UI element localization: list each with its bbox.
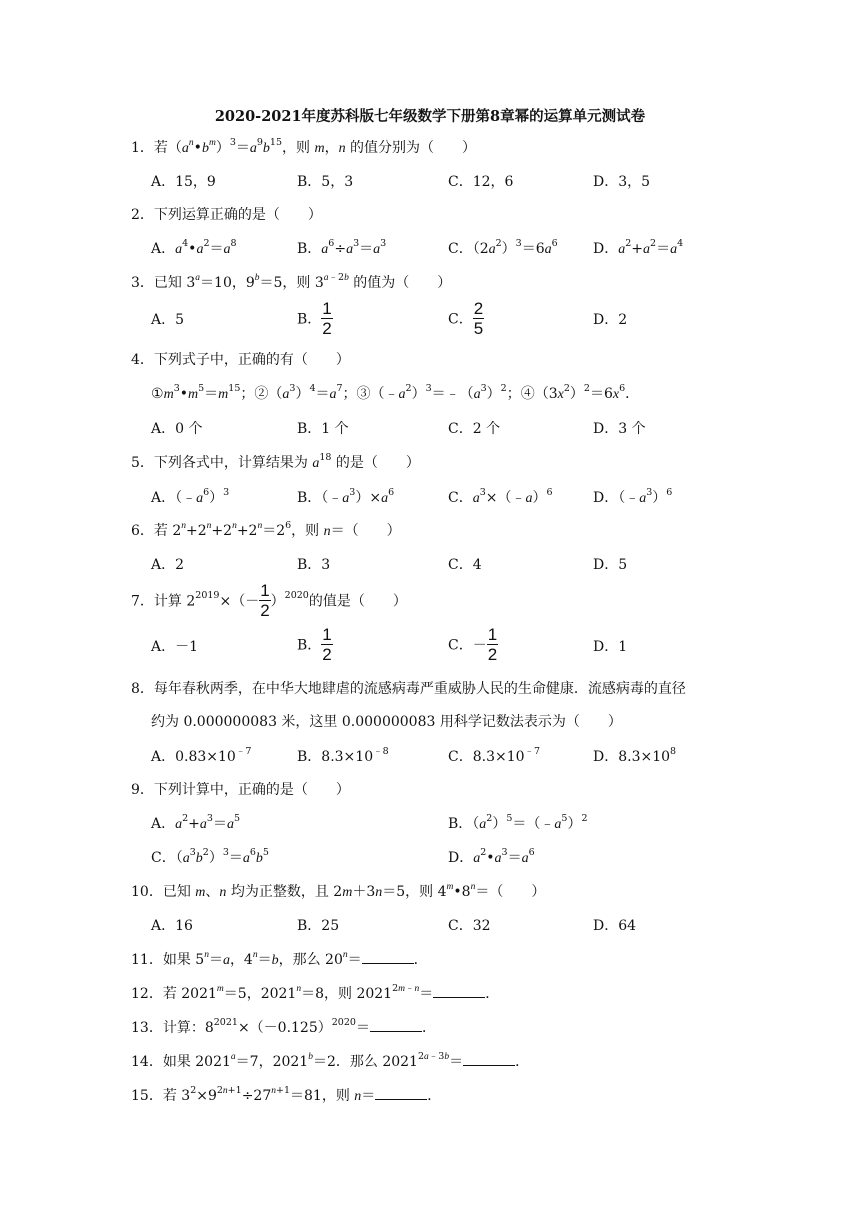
answer-blank[interactable]: [375, 1087, 427, 1100]
fraction-one-half: $\frac{1}{2}$: [322, 625, 332, 664]
q7-option-b[interactable]: B． $\frac{1}{2}$: [297, 625, 332, 664]
question-9: 9．下列计算中，正确的是（ ）: [131, 782, 350, 798]
question-14: 14．如果 $2021^a=7$，$2021^b=2$．那么 $2021^{2a﹣3b}=$ ．: [131, 1051, 530, 1070]
q5-option-b[interactable]: B．$(﹣a^3)\times a^6$: [297, 487, 395, 506]
answer-blank[interactable]: [370, 1019, 422, 1032]
question-8: 8．每年春秋两季，在中华大地肆虐的流感病毒严重威胁人民的生命健康．流感病毒的直径: [131, 681, 686, 697]
question-4: 4．下列式子中，正确的有（ ）: [131, 352, 350, 368]
q7-option-a[interactable]: A．－1: [151, 639, 199, 655]
q5-option-d[interactable]: D．$(﹣a^3)^6$: [593, 487, 673, 506]
fraction-one-half: $\frac{1}{2}$: [487, 625, 498, 664]
q7-option-d[interactable]: D．1: [593, 639, 628, 655]
q3-option-a[interactable]: A．5: [151, 312, 185, 328]
q8-option-b[interactable]: B．$8.3\times 10^{﹣8}$: [297, 746, 389, 765]
q8-option-a[interactable]: A．$0.83\times 10^{﹣7}$: [151, 746, 252, 765]
q3-option-b[interactable]: B． $\frac{1}{2}$: [297, 299, 332, 338]
q10-option-a[interactable]: A．16: [151, 918, 193, 934]
q9-option-b[interactable]: B．$(a^2)^5=(﹣a^5)^2$: [448, 813, 588, 832]
question-1: 1．若$(a^n•b^m)^3=a^9b^{15}$，则 m，n 的值分别为（ ）: [131, 137, 477, 156]
q2-option-c[interactable]: C．$(2a^2)^3=6a^6$: [448, 238, 558, 257]
question-7: 7．计算 $2^{2019}\times(-$ $\frac{1}{2}$ ）$^{2020}$的值是（ ）: [131, 581, 407, 620]
q2-option-a[interactable]: A．$a^4•a^2=a^8$: [151, 238, 237, 257]
fraction-one-half: $\frac{1}{2}$: [322, 299, 332, 338]
page-title: 2020-2021年度苏科版七年级数学下册第8章幂的运算单元测试卷: [214, 108, 646, 125]
question-11: 11．如果 $5^n=a$，$4^n=b$，那么 $20^n=$ ．: [131, 950, 428, 968]
q10-option-b[interactable]: B．25: [297, 918, 340, 934]
question-6: 6．若 $2^n+2^n+2^n+2^n=2^6$，则 n＝（ ）: [131, 520, 401, 539]
q6-option-b[interactable]: B．3: [297, 557, 331, 573]
q6-option-d[interactable]: D．5: [593, 557, 628, 573]
q1-option-a[interactable]: A．15，9: [151, 174, 216, 190]
q4-option-d[interactable]: D．3 个: [593, 421, 646, 437]
q6-option-c[interactable]: C．4: [448, 557, 482, 573]
answer-blank[interactable]: [433, 985, 485, 998]
question-3: 3．已知 $3^a=10$，$9^b=5$，则 $3^{a﹣2b}$ 的值为（ ）: [131, 272, 452, 291]
fraction-one-half: $\frac{1}{2}$: [260, 581, 270, 620]
q7-option-c[interactable]: C．－ $\frac{1}{2}$: [448, 625, 498, 664]
question-12: 12．若 $2021^m=5$，$2021^n=8$，则 $2021^{2m﹣n}=$ ．: [131, 983, 500, 1002]
question-15: 15．若 $3^2\times 9^{2n+1}\div 27^{n+1}=81$，则 n＝ ．: [131, 1085, 442, 1104]
q4-option-c[interactable]: C．2 个: [448, 421, 501, 437]
answer-blank[interactable]: [362, 951, 414, 964]
q1-option-c[interactable]: C．12，6: [448, 174, 514, 190]
q8-option-c[interactable]: C．$8.3\times 10^{﹣7}$: [448, 746, 541, 765]
q8-option-d[interactable]: D．$8.3\times 10^8$: [593, 746, 677, 765]
question-2: 2．下列运算正确的是（ ）: [131, 207, 322, 223]
q1-option-b[interactable]: B．5，3: [297, 174, 354, 190]
q1-option-d[interactable]: D．3，5: [593, 174, 651, 190]
q2-option-d[interactable]: D．$a^2+a^2=a^4$: [593, 238, 684, 257]
q5-option-a[interactable]: A．$(﹣a^6)^3$: [151, 487, 230, 506]
q4-option-a[interactable]: A．0 个: [151, 421, 203, 437]
q8-continuation: 约为 0.000000083 米，这里 0.000000083 用科学记数法表示为（ ）: [151, 714, 622, 730]
q9-option-d[interactable]: D．$a^2•a^3=a^6$: [448, 847, 535, 866]
fraction-two-fifths: $\frac{2}{5}$: [473, 299, 484, 338]
q4-option-b[interactable]: B．1 个: [297, 421, 349, 437]
q6-option-a[interactable]: A．2: [151, 557, 185, 573]
q3-option-d[interactable]: D．2: [593, 312, 628, 328]
q10-option-d[interactable]: D．64: [593, 918, 637, 934]
q4-statements: $①m^3•m^5=m^{15}$；$②(a^3)^4=a^7$；$③(﹣a^2)^3=﹣(a^3)^2$；$④(3x^2)^2=6x^6$．: [151, 383, 640, 402]
q5-option-c[interactable]: C．$a^3\times(﹣a)^6$: [448, 487, 553, 506]
q3-option-c[interactable]: C． $\frac{2}{5}$: [448, 299, 484, 338]
q2-option-b[interactable]: B．$a^6\div a^3=a^3$: [297, 238, 387, 257]
question-10: 10．已知 m、n 均为正整数，且 2m＋3n＝5，则 $4^m•8^n=$（ ）: [131, 882, 546, 900]
q9-option-c[interactable]: C．$(a^3b^2)^3=a^6b^5$: [151, 847, 269, 866]
question-13: 13．计算：$8^{2021}\times(-0.125)^{2020}=$ ．: [131, 1017, 436, 1036]
question-5: 5．下列各式中，计算结果为 $a^{18}$ 的是（ ）: [131, 452, 420, 471]
answer-blank[interactable]: [463, 1053, 515, 1066]
q10-option-c[interactable]: C．32: [448, 918, 491, 934]
q9-option-a[interactable]: A．$a^2+a^3=a^5$: [151, 813, 240, 832]
